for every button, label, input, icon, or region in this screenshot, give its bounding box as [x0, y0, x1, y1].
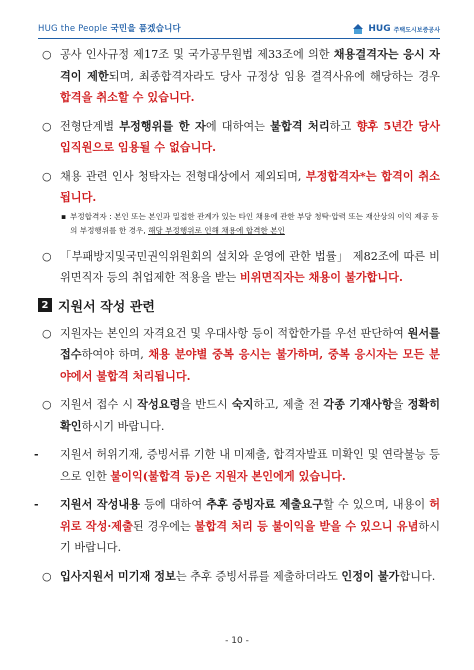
- paragraph-text: [60, 448, 440, 483]
- rule-misconduct: [40, 116, 440, 159]
- paragraph-text: [60, 570, 435, 583]
- circle-bullet: ○: [42, 326, 52, 340]
- emphasis-text: 채용 분야별 중복 응시는 불가하며, 중복 응시자는 모든 분야에서 불합격 처리됩니다.: [60, 347, 440, 383]
- application-rule: [34, 494, 441, 559]
- text-run: 「부패방지및국민권익위원회의 설치와 운영에 관한 법률」 제82조에 따른 비위면직자 등의 취업제한 적용을 받는: [60, 249, 440, 284]
- emphasis-text: 불이익(불합격 등)은 지원자 본인에게 있습니다.: [110, 468, 346, 483]
- emphasis-text: 불합격 처리 등 불이익을 받을 수 있으니 유념: [194, 518, 419, 533]
- circle-bullet: ○: [42, 48, 52, 61]
- paragraph-text: [60, 250, 440, 285]
- header-slogan-en: HUG the People: [38, 24, 108, 34]
- header-slogan: [38, 22, 181, 34]
- application-rule: [40, 323, 440, 388]
- text-run: 하시기 바랍니다.: [60, 519, 441, 554]
- emphasis-text: 허위로 작성·제출: [60, 497, 440, 533]
- rule-dismissed-official: [40, 246, 440, 289]
- bold-text: 숙지: [231, 397, 254, 411]
- emphasis-text: 는 합격이 취소됩니다.: [60, 168, 440, 204]
- section-title: 지원서 작성 관련: [58, 299, 155, 315]
- section-number: 2: [38, 298, 52, 312]
- bold-text: 작성요령: [137, 397, 181, 411]
- bold-text: 부정행위를 한 자: [119, 118, 206, 133]
- hug-logo-icon: [351, 22, 365, 36]
- logo-name: 주택도시보증공사: [393, 26, 440, 34]
- footnote-definition: [40, 210, 440, 238]
- text-run: 지원서 허위기재, 증빙서류 기한 내 미제출, 합격자발표 미확인 및 연락불능 등으로 인한: [60, 448, 440, 483]
- header-divider: [38, 38, 440, 39]
- paragraph-text: [60, 327, 440, 383]
- application-rule: [34, 444, 440, 487]
- paragraph-text: [60, 498, 440, 554]
- text-run: 할 수 있으며, 내용이: [323, 498, 430, 511]
- bold-text: 불합격 처리: [270, 118, 330, 133]
- bold-text: 인정이 불가: [341, 568, 400, 583]
- bold-text: 추후 증빙자료 제출요구: [206, 497, 324, 511]
- circle-bullet: ○: [42, 398, 52, 411]
- text-run: 을 반드시: [180, 398, 232, 411]
- dash-bullet: -: [34, 448, 39, 461]
- square-bullet: ▪: [61, 211, 67, 221]
- text-run: 는 추후 증빙서류를 제출하더라도: [175, 569, 342, 583]
- bold-text: 원서를 접수: [60, 325, 440, 361]
- application-rule: [40, 394, 440, 437]
- text-run: 지원서 접수 시: [60, 398, 138, 411]
- text-run: 하고: [329, 119, 357, 133]
- circle-bullet: ○: [42, 169, 52, 183]
- text-run: 되며, 최종합격자라도 당사 규정상 임용 결격사유에 해당하는 경우: [108, 69, 440, 83]
- paragraph-text: [60, 398, 440, 433]
- page-number: - 10 -: [225, 636, 249, 646]
- bold-text: 각종 기재사항: [323, 397, 393, 411]
- text-run: 하고, 제출 전: [253, 398, 324, 411]
- text-run: 지원자는 본인의 자격요건 및 우대사항 등이 적합한가를 우선 판단하여: [60, 326, 408, 340]
- emphasis-text: 합격을 취소할 수 있습니다.: [60, 90, 195, 104]
- logo-abbr: HUG: [368, 24, 391, 34]
- document-body: [34, 44, 441, 594]
- circle-bullet: ○: [42, 119, 52, 133]
- hug-logo: [351, 20, 440, 38]
- text-run: 된 경우에는: [132, 519, 195, 533]
- dash-bullet: -: [34, 498, 39, 511]
- text-run: 채용 관련 인사 청탁자는 전형대상에서 제외되며,: [60, 169, 306, 183]
- paragraph-text: [60, 48, 440, 104]
- application-rules: [34, 323, 441, 588]
- emphasis-text: 비위면직자는 채용이 불가합니다.: [239, 270, 403, 284]
- text-run: 부정합격자 : 본인 또는 본인과 밀접한 관계가 있는 타인 채용에 관한 부당 청탁·압력 또는 재산상의 이익 제공 등의 부정행위를 한 경우,: [70, 211, 439, 235]
- rule-solicitation: [40, 166, 440, 209]
- bold-text: 채용결격자는 응시 자격이 제한: [60, 47, 440, 83]
- text-run: 에 대하여는: [205, 119, 271, 133]
- footnote-text: [70, 212, 439, 235]
- rule-disqualification: [40, 44, 440, 109]
- paragraph-text: [60, 170, 440, 205]
- emphasis-text: 향후 5년간 당사 입직원으로 임용될 수 없습니다.: [60, 118, 441, 154]
- section-heading: [38, 296, 440, 315]
- text-run: 하여야 하며,: [81, 348, 149, 361]
- page-header: [38, 20, 440, 38]
- circle-bullet: ○: [42, 569, 52, 583]
- text-run: 을: [392, 398, 408, 411]
- text-run: 하시기 바랍니다.: [81, 419, 165, 433]
- emphasis-text: *: [359, 168, 366, 183]
- text-run: 전형단계별: [60, 119, 120, 133]
- circle-bullet: ○: [42, 249, 52, 263]
- emphasis-text: 부정합격자: [305, 168, 360, 183]
- paragraph-text: [60, 120, 440, 155]
- underlined-text: 해당 부정행위로 인해 채용에 합격한 본인: [148, 225, 285, 235]
- text-run: 합니다.: [399, 569, 436, 583]
- text-run: 공사 인사규정 제17조 및 국가공무원법 제33조에 의한: [60, 48, 334, 61]
- bold-text: 정확히 확인: [60, 397, 440, 433]
- bold-text: 지원서 작성내용: [60, 497, 141, 511]
- application-rule: [40, 566, 440, 588]
- text-run: 등에 대하여: [140, 498, 207, 511]
- bold-text: 입사지원서 미기재 정보: [60, 568, 176, 583]
- header-slogan-kr: 국민을 품겠습니다: [110, 24, 181, 34]
